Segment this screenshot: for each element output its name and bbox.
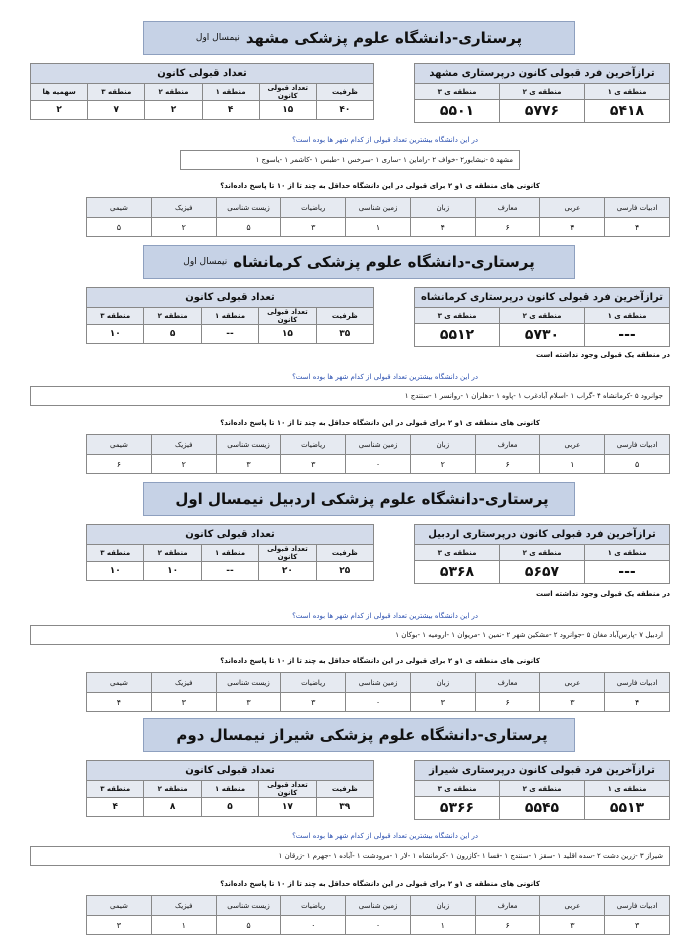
subject-value: ۴: [605, 218, 670, 237]
count-value: ۳۵: [316, 325, 373, 344]
subject-header: عربی: [540, 198, 605, 218]
subject-value: ۳: [216, 455, 281, 474]
subject-value: ۳: [151, 693, 216, 712]
count-table: [86, 524, 374, 581]
count-header: منطقه ۲: [144, 545, 201, 562]
section-shiraz: [0, 718, 700, 946]
count-value: ۸: [144, 798, 201, 817]
subject-header: زیست شناسی: [216, 435, 281, 455]
cities-question: در این دانشگاه بیشترین تعداد قبولی از کدام شهر ها بوده است؟: [292, 373, 478, 381]
cutoff-value: ---: [585, 324, 670, 347]
subject-header: زبان: [410, 435, 475, 455]
cutoff-table: [414, 287, 670, 347]
count-value: ۱۷: [259, 798, 316, 817]
subject-header: شیمی: [87, 198, 152, 218]
subject-header: زمین شناسی: [346, 435, 411, 455]
subject-header: عربی: [540, 435, 605, 455]
subject-header: زمین شناسی: [346, 673, 411, 693]
cities-question: در این دانشگاه بیشترین تعداد قبولی از کدام شهر ها بوده است؟: [292, 832, 478, 840]
section-title-box: [143, 482, 575, 516]
subject-value: ۱: [410, 916, 475, 935]
cutoff-header: منطقه ی ۲: [500, 84, 585, 100]
cutoff-header: منطقه ی ۱: [585, 781, 670, 797]
subject-value: ۳: [281, 218, 346, 237]
cutoff-title: ترازآخرین فرد قبولی کانون درپرستاری کرمانشاه: [415, 288, 670, 308]
subject-value: ۶: [475, 916, 540, 935]
section-title: پرستاری-دانشگاه علوم پزشکی مشهد: [245, 29, 523, 47]
count-header: منطقه ۳: [87, 781, 144, 798]
subjects-table: [86, 197, 670, 237]
cutoff-header: منطقه ی ۲: [500, 781, 585, 797]
cities-list: اردبیل ۷ -پارس‌آباد مغان ۵ -جوانرود ۲ -مشکین شهر ۲ -نمین ۱ -مریوان ۱ -ارومیه ۱ -بوکان ۱: [30, 625, 670, 645]
subject-value: ۵: [216, 218, 281, 237]
count-table: [30, 63, 374, 120]
subjects-table: [86, 672, 670, 712]
cutoff-value: ---: [585, 561, 670, 584]
subject-header: فیزیک: [151, 198, 216, 218]
no-region1-note: در منطقه یک قبولی وجود نداشته است: [535, 351, 670, 359]
subject-header: زبان: [410, 198, 475, 218]
subject-value: ۰: [281, 916, 346, 935]
cutoff-value: ۵۵۱۳: [585, 797, 670, 820]
subject-value: ۰: [346, 693, 411, 712]
subject-header: ریاضیات: [281, 198, 346, 218]
subject-value: ۶: [87, 455, 152, 474]
subjects-question: کانونی های منطقه ی ۱و ۲ برای قبولی در این دانشگاه حداقل به چند تا از ۱۰ تا پاسخ داده‌اند؟: [220, 880, 540, 888]
subject-value: ۶: [475, 693, 540, 712]
count-value: ۴: [202, 101, 259, 120]
cutoff-title: ترازآخرین فرد قبولی کانون درپرستاری مشهد: [415, 64, 670, 84]
subject-value: ۶: [475, 218, 540, 237]
subject-header: معارف: [475, 198, 540, 218]
count-value: ۲: [31, 101, 88, 120]
subject-header: زمین شناسی: [346, 896, 411, 916]
cutoff-header: منطقه ی ۲: [500, 308, 585, 324]
count-header: ظرفیت: [316, 781, 373, 798]
subjects-table: [86, 895, 670, 935]
count-header: سهمیه ها: [31, 84, 88, 101]
section-title: پرستاری-دانشگاه علوم پزشکی اردبیل نیمسال اول: [175, 490, 549, 508]
cutoff-title: ترازآخرین فرد قبولی کانون درپرستاری شیراز: [415, 761, 670, 781]
cutoff-value: ۵۶۵۷: [500, 561, 585, 584]
subject-value: ۳: [281, 693, 346, 712]
subject-value: ۳: [605, 916, 670, 935]
subject-header: شیمی: [87, 896, 152, 916]
cutoff-header: منطقه ی ۳: [415, 545, 500, 561]
count-header: تعداد قبولی کانون: [259, 781, 316, 798]
subject-header: زبان: [410, 896, 475, 916]
cities-question: در این دانشگاه بیشترین تعداد قبولی از کدام شهر ها بوده است؟: [292, 612, 478, 620]
cutoff-header: منطقه ی ۱: [585, 308, 670, 324]
count-header: منطقه ۳: [87, 545, 144, 562]
subject-value: ۳: [87, 916, 152, 935]
count-value: ۳۹: [316, 798, 373, 817]
subject-header: زیست شناسی: [216, 198, 281, 218]
subject-value: ۵: [216, 916, 281, 935]
subject-value: ۵: [605, 455, 670, 474]
subject-header: عربی: [540, 673, 605, 693]
count-value: ۲۵: [316, 562, 373, 581]
cutoff-header: منطقه ی ۳: [415, 84, 500, 100]
count-title: تعداد قبولی کانون: [87, 761, 374, 781]
count-title: تعداد قبولی کانون: [31, 64, 374, 84]
section-subtitle: نیمسال اول: [183, 257, 228, 267]
count-header: منطقه ۱: [202, 84, 259, 101]
subject-value: ۴: [605, 693, 670, 712]
section-title: پرستاری-دانشگاه علوم پزشکی کرمانشاه: [233, 253, 535, 271]
cities-list: شیراز ۳ -زرین دشت ۲ -سده اقلید ۱ -سقز ۱ -سنندج ۱ -فسا ۱ -کازرون ۱ -کرمانشاه ۱ -لار ۱ -مرودشت ۱ -آباده ۱ -جهرم ۱ -زرقان ۱: [30, 846, 670, 866]
count-header: منطقه ۱: [201, 545, 258, 562]
subjects-question: کانونی های منطقه ی ۱و ۲ برای قبولی در این دانشگاه حداقل به چند تا از ۱۰ تا پاسخ داده‌اند؟: [220, 419, 540, 427]
section-ardabil: [0, 482, 700, 712]
count-value: ۵: [201, 798, 258, 817]
cutoff-value: ۵۳۶۸: [415, 561, 500, 584]
subject-value: ۶: [475, 455, 540, 474]
subject-value: ۱: [540, 455, 605, 474]
cutoff-title: ترازآخرین فرد قبولی کانون درپرستاری اردبیل: [415, 525, 670, 545]
subject-value: ۳: [540, 916, 605, 935]
count-value: ۱۰: [87, 325, 144, 344]
count-value: ۱۰: [144, 562, 201, 581]
cutoff-header: منطقه ی ۳: [415, 308, 500, 324]
subject-header: ریاضیات: [281, 435, 346, 455]
subject-header: ریاضیات: [281, 673, 346, 693]
section-title-box: [143, 718, 575, 752]
cutoff-value: ۵۵۰۱: [415, 100, 500, 123]
subject-header: ادبیات فارسی: [605, 435, 670, 455]
count-header: منطقه ۲: [145, 84, 202, 101]
count-value: ۵: [144, 325, 201, 344]
section-title: پرستاری-دانشگاه علوم پزشکی شیراز نیمسال دوم: [176, 726, 548, 744]
subject-value: ۱: [346, 218, 411, 237]
count-header: ظرفیت: [316, 308, 373, 325]
count-header: منطقه ۱: [201, 308, 258, 325]
count-header: ظرفیت: [316, 545, 373, 562]
subject-value: ۱: [151, 916, 216, 935]
count-title: تعداد قبولی کانون: [87, 288, 374, 308]
subject-header: شیمی: [87, 435, 152, 455]
subject-value: ۴: [410, 218, 475, 237]
cutoff-value: ۵۷۳۰: [500, 324, 585, 347]
subjects-question: کانونی های منطقه ی ۱و ۲ برای قبولی در این دانشگاه حداقل به چند تا از ۱۰ تا پاسخ داده‌اند؟: [220, 657, 540, 665]
cutoff-header: منطقه ی ۳: [415, 781, 500, 797]
cutoff-table: [414, 760, 670, 820]
subject-value: ۰: [346, 455, 411, 474]
subject-header: عربی: [540, 896, 605, 916]
cutoff-header: منطقه ی ۲: [500, 545, 585, 561]
subject-header: معارف: [475, 896, 540, 916]
subject-header: فیزیک: [151, 896, 216, 916]
section-mashhad: [0, 0, 700, 236]
section-kermanshah: [0, 245, 700, 475]
count-header: منطقه ۲: [144, 781, 201, 798]
cutoff-value: ۵۷۷۶: [500, 100, 585, 123]
count-header: منطقه ۳: [87, 308, 144, 325]
subject-value: ۵: [87, 218, 152, 237]
subject-value: ۴: [87, 693, 152, 712]
count-header: تعداد قبولی کانون: [259, 308, 316, 325]
no-region1-note: در منطقه یک قبولی وجود نداشته است: [535, 590, 670, 598]
subject-header: ادبیات فارسی: [605, 673, 670, 693]
subject-header: ریاضیات: [281, 896, 346, 916]
count-value: --: [201, 325, 258, 344]
subjects-question: کانونی های منطقه ی ۱و ۲ برای قبولی در این دانشگاه حداقل به چند تا از ۱۰ تا پاسخ داده‌اند؟: [220, 182, 540, 190]
subject-header: فیزیک: [151, 435, 216, 455]
subject-header: ادبیات فارسی: [605, 896, 670, 916]
subject-header: ادبیات فارسی: [605, 198, 670, 218]
subject-header: زبان: [410, 673, 475, 693]
subject-header: زیست شناسی: [216, 896, 281, 916]
cities-list: جوانرود ۵ -کرمانشاه ۴ -گراب ۱ -اسلام آبادغرب ۱ -پاوه ۱ -دهلران ۱ -روانسر ۱ -سنندج ۱: [30, 386, 670, 406]
subject-value: ۲: [151, 455, 216, 474]
count-value: ۱۵: [259, 101, 316, 120]
subject-header: فیزیک: [151, 673, 216, 693]
cutoff-header: منطقه ی ۱: [585, 545, 670, 561]
cutoff-table: [414, 63, 670, 123]
count-header: منطقه ۳: [88, 84, 145, 101]
count-value: ۴: [87, 798, 144, 817]
subject-value: ۳: [410, 693, 475, 712]
cities-question: در این دانشگاه بیشترین تعداد قبولی از کدام شهر ها بوده است؟: [292, 136, 478, 144]
count-header: منطقه ۱: [201, 781, 258, 798]
subject-value: ۰: [346, 916, 411, 935]
count-value: ۲۰: [259, 562, 316, 581]
count-value: ۴۰: [316, 101, 373, 120]
subject-header: زمین شناسی: [346, 198, 411, 218]
subject-value: ۳: [281, 455, 346, 474]
count-table: [86, 760, 374, 817]
count-value: ۷: [88, 101, 145, 120]
count-title: تعداد قبولی کانون: [87, 525, 374, 545]
count-value: ۱۵: [259, 325, 316, 344]
cutoff-value: ۵۵۴۵: [500, 797, 585, 820]
subject-value: ۲: [151, 218, 216, 237]
cutoff-table: [414, 524, 670, 584]
subjects-table: [86, 434, 670, 474]
subject-header: معارف: [475, 435, 540, 455]
count-value: ۲: [145, 101, 202, 120]
subject-value: ۳: [216, 693, 281, 712]
subject-header: زیست شناسی: [216, 673, 281, 693]
count-header: ظرفیت: [316, 84, 373, 101]
subject-value: ۴: [540, 218, 605, 237]
cutoff-value: ۵۴۱۸: [585, 100, 670, 123]
section-title-box: [143, 245, 575, 279]
cutoff-value: ۵۵۱۲: [415, 324, 500, 347]
subject-value: ۲: [410, 455, 475, 474]
count-header: تعداد قبولی کانون: [259, 545, 316, 562]
count-value: ۱۰: [87, 562, 144, 581]
cities-list: مشهد ۵ -نیشابور۲ -خواف ۲ -راماین ۱ -ساری ۱ -سرخس ۱ -طبس ۱ -کاشمر ۱ -یاسوج ۱: [180, 150, 520, 170]
section-subtitle: نیمسال اول: [195, 33, 240, 43]
cutoff-header: منطقه ی ۱: [585, 84, 670, 100]
section-title-box: [143, 21, 575, 55]
count-header: منطقه ۲: [144, 308, 201, 325]
cutoff-value: ۵۳۶۶: [415, 797, 500, 820]
count-table: [86, 287, 374, 344]
count-value: --: [201, 562, 258, 581]
count-header: تعداد قبولی کانون: [259, 84, 316, 101]
subject-value: ۳: [540, 693, 605, 712]
subject-header: معارف: [475, 673, 540, 693]
subject-header: شیمی: [87, 673, 152, 693]
